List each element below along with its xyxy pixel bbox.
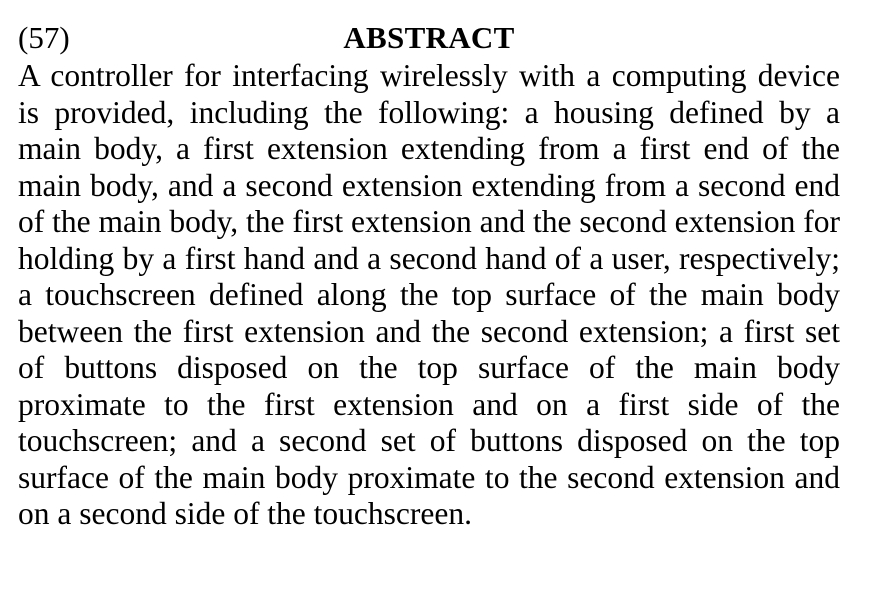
abstract-title: ABSTRACT	[343, 20, 515, 55]
abstract-header	[18, 18, 840, 58]
section-code: (57)	[18, 20, 70, 55]
abstract-page	[18, 18, 840, 608]
abstract-text: A controller for interfacing wirelessly with a computing device is provided, including the following: a housing defined by a main body, a first extension extending from a first end of the main body, and a second extension extending from a second end of the main body, the first extension and the second extension for holding by a first hand and a second hand of a user, respectively; a touchscreen defined along the top surface of the main body between the first extension and the second extension; a first set of buttons disposed on the top surface of the main body proximate to the first extension and on a first side of the touchscreen; and a second set of buttons disposed on the top surface of the main body proximate to the second extension and on a second side of the touchscreen.	[18, 58, 840, 531]
